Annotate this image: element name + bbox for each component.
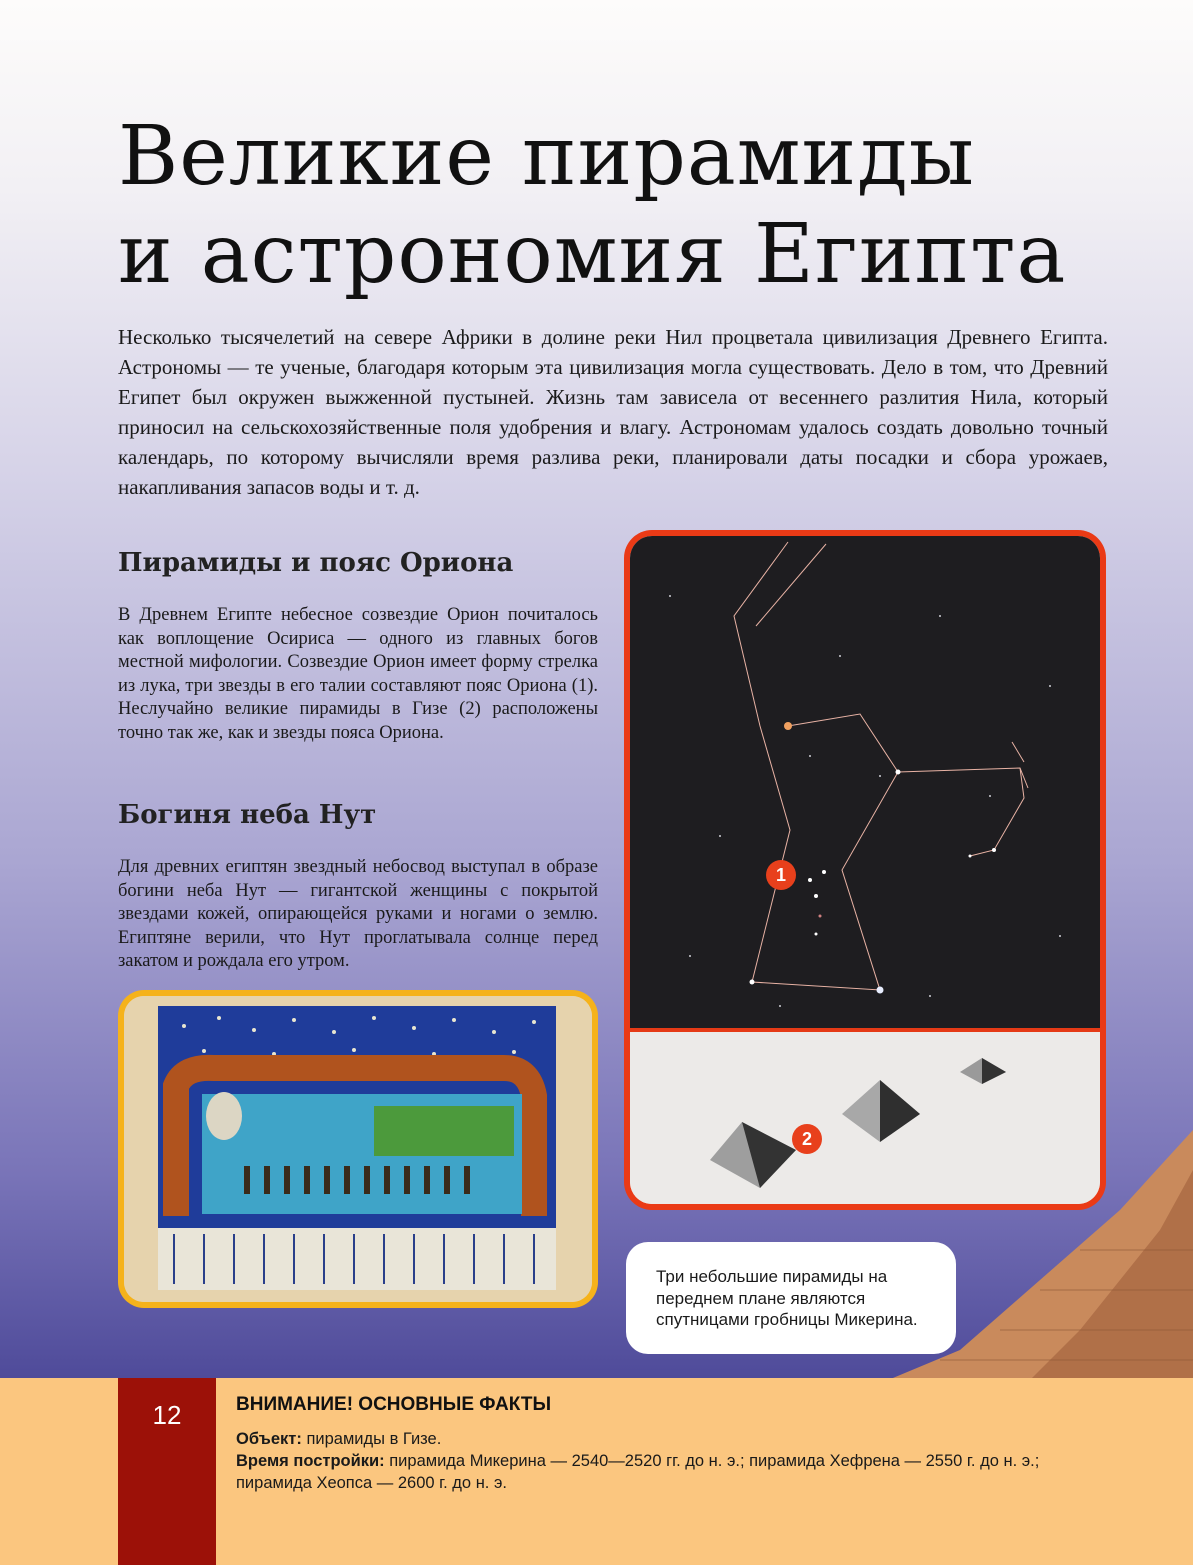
facts-time-label: Время постройки: [236, 1452, 385, 1470]
title-line-2: и астрономия Египта [118, 207, 1067, 302]
badge-giza-pyramids: 2 [792, 1124, 822, 1154]
facts-time-value: пирамида Микерина — 2540—2520 гг. до н. э.; пирамида Хефрена — 2550 г. до н. э.; пирамида Хеопса — 2600 г. до н. э. [236, 1452, 1040, 1492]
section-heading-orion: Пирамиды и пояс Ориона [118, 548, 514, 578]
facts-text [236, 1428, 1116, 1494]
nut-papyrus-frame [118, 990, 598, 1308]
section-text-orion: В Древнем Египте небесное созвездие Орион почиталось как воплощение Осириса — одного из главных богов местной мифологии. Созвездие Орион имеет форму стрелка из лука, три звезды в его талии составляют пояс Ориона (1). Неслучайно великие пирамиды в Гизе (2) расположены точно так же, как и звезды пояса Ориона. [118, 605, 598, 743]
photo-caption [626, 1242, 956, 1354]
nut-papyrus-image [124, 996, 592, 1302]
title-line-1: Великие пирамиды [118, 109, 975, 204]
page-number: 12 [118, 1378, 216, 1565]
intro-paragraph: Несколько тысячелетий на севере Африки в долине реки Нил процветала цивилизация Древнего Египта. Астрономы — те ученые, благодаря которым эта цивилизация могла существовать. Дело в том, что Древний Египет был окружен выжженной пустыней. Жизнь там зависела от весеннего разлития Нила, который приносил на сельскохозяйственные поля удобрения и влагу. Астрономам удалось создать довольно точный календарь, по которому вычисляли время разлива реки, планировали даты посадки и сбора урожаев, накапливания запасов воды и т. д. [118, 325, 1108, 499]
orion-constellation-illustration [630, 536, 1100, 1204]
facts-object-value: пирамиды в Гизе. [301, 1430, 442, 1448]
nut-papyrus-illustration [124, 996, 592, 1302]
facts-object-label: Объект: [236, 1430, 302, 1448]
section-heading-nut: Богиня неба Нут [118, 800, 377, 830]
page-title [118, 108, 1118, 304]
caption-text: Три небольшие пирамиды на переднем плане являются спутницами гробницы Микерина. [656, 1267, 918, 1329]
orion-pyramids-image [630, 536, 1100, 1204]
facts-heading: ВНИМАНИЕ! ОСНОВНЫЕ ФАКТЫ [236, 1394, 552, 1415]
orion-pyramids-frame [624, 530, 1106, 1210]
section-text-nut: Для древних египтян звездный небосвод выступал в образе богини неба Нут — гигантской женщины с покрытой звездами кожей, опирающейся руками и ногами о землю. Египтяне верили, что Нут проглатывала солнце перед закатом и рождала его утром. [118, 857, 598, 971]
badge-orion-belt: 1 [766, 860, 796, 890]
